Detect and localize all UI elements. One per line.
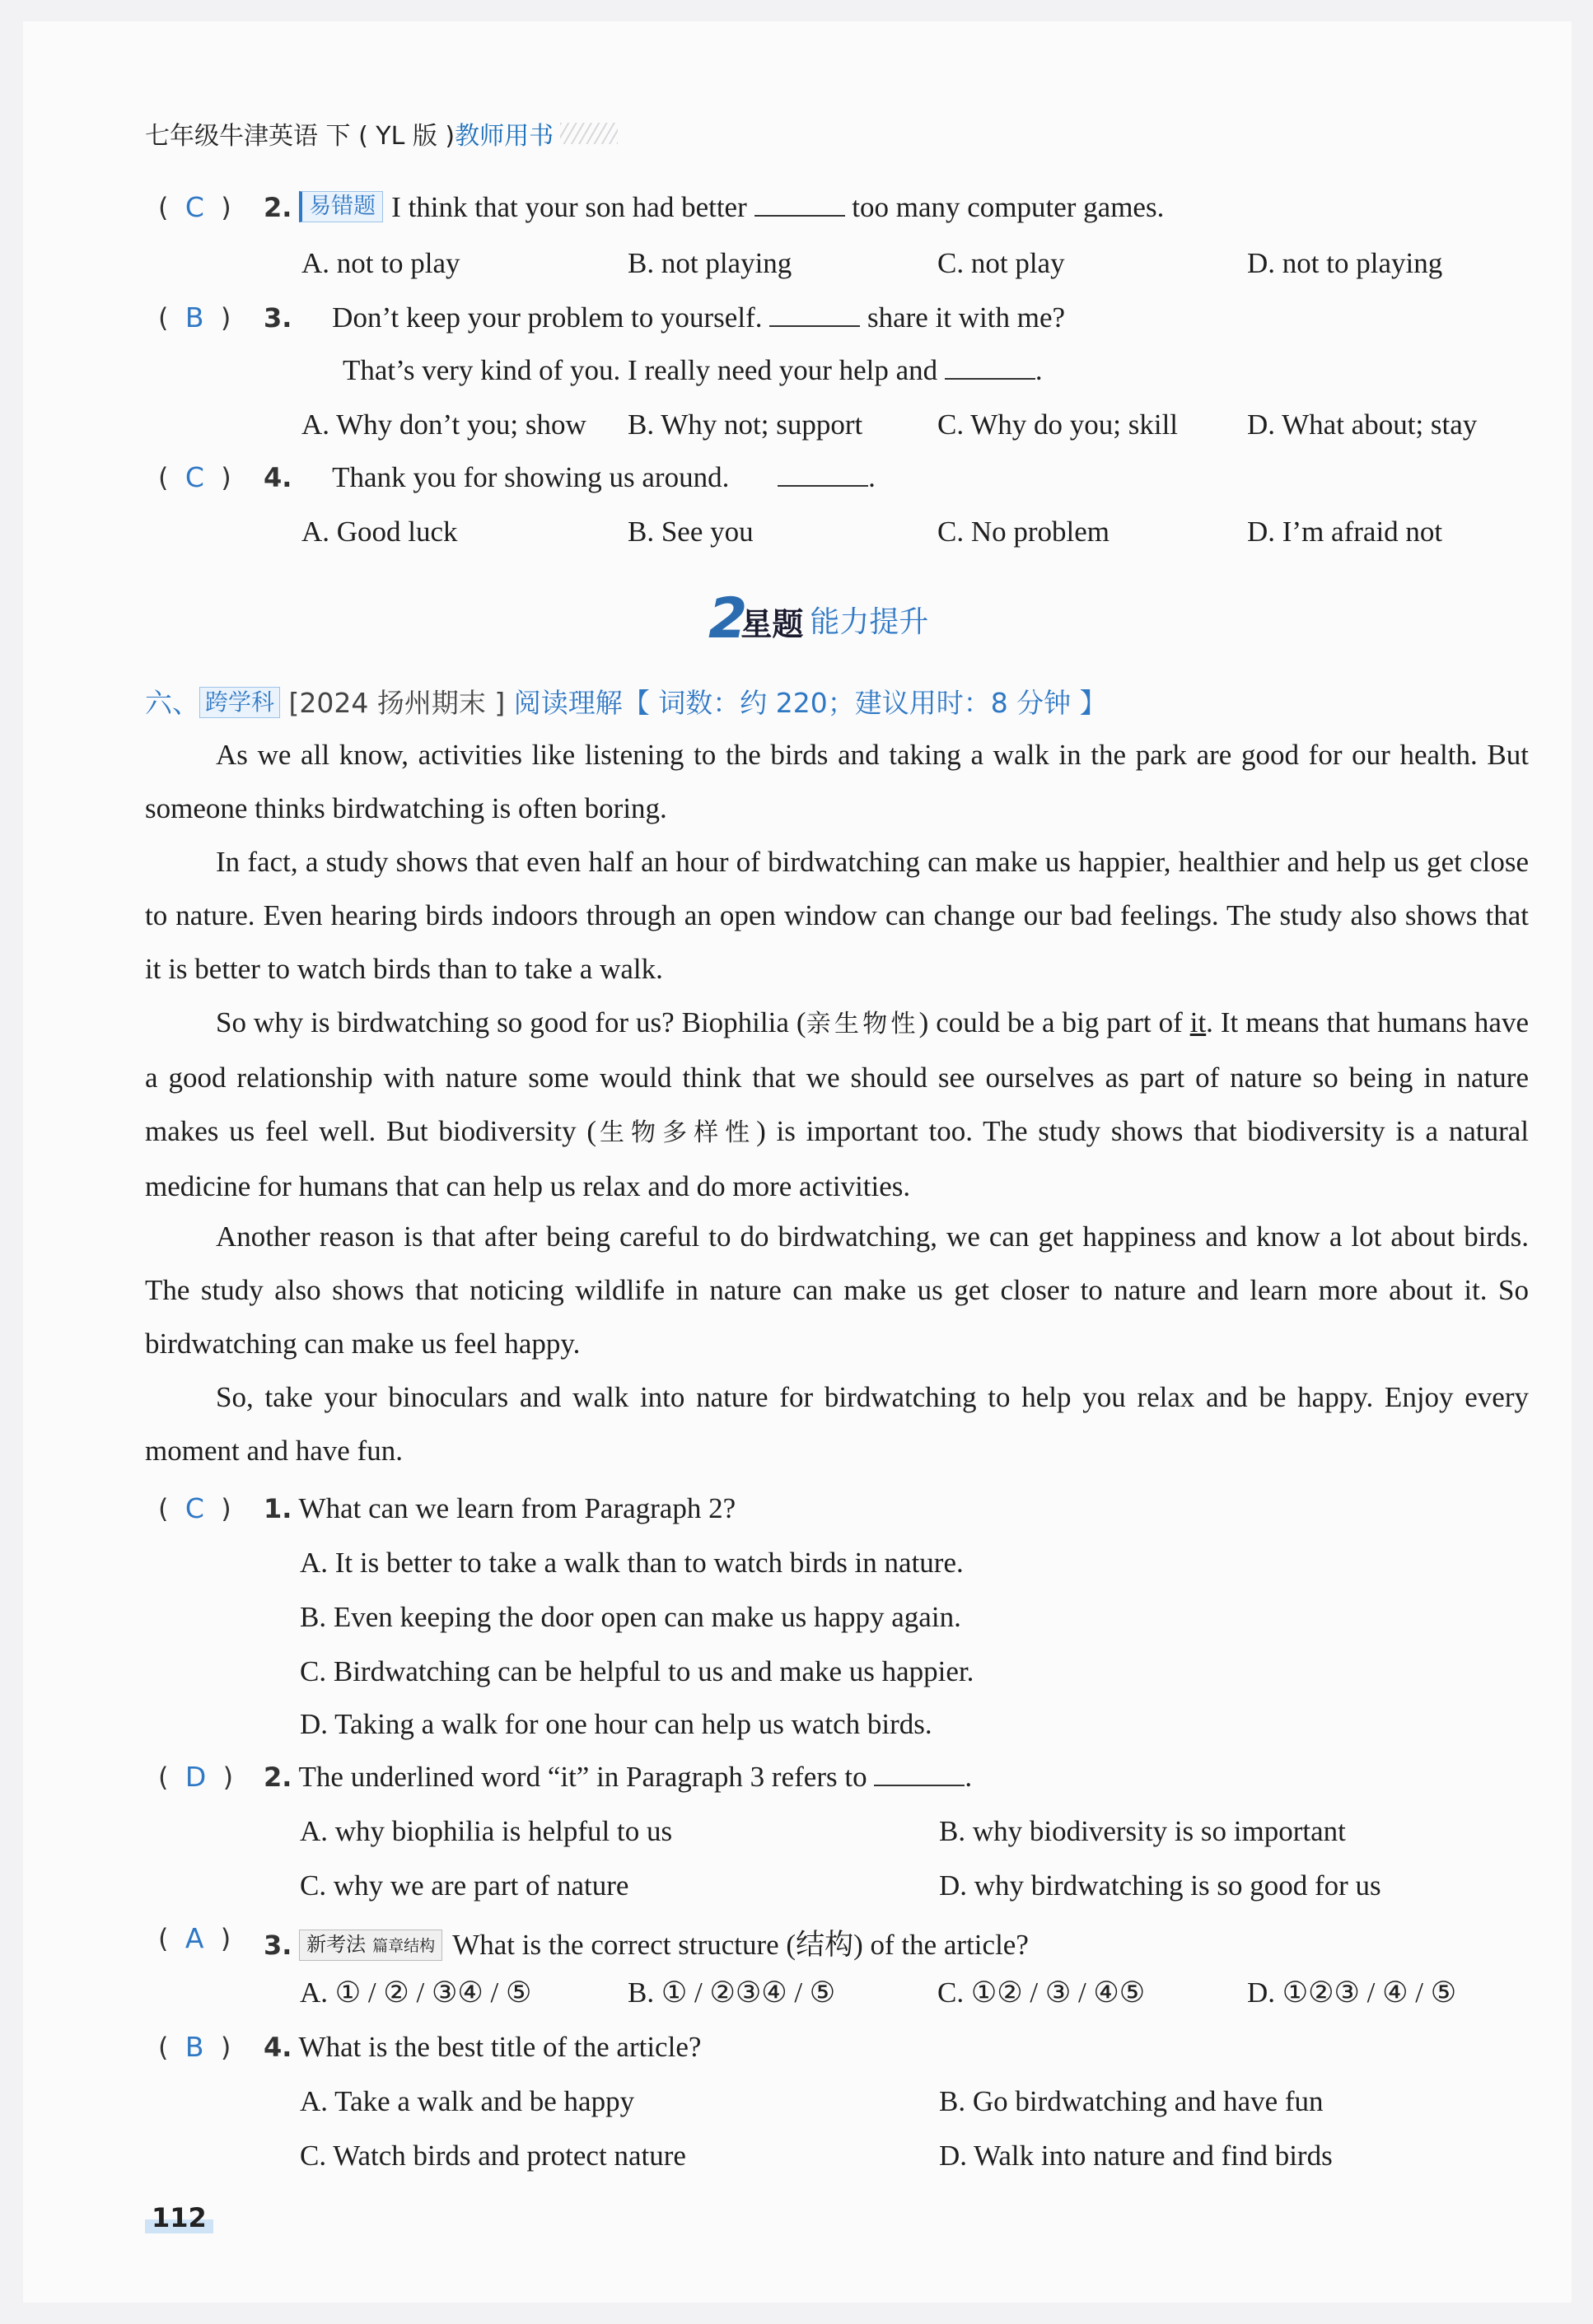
option: A. It is better to take a walk than to watch birds in nature. xyxy=(300,1547,964,1579)
option: D. What about; stay xyxy=(1247,408,1478,441)
paragraph-5: So, take your binoculars and walk into nature for birdwatching to help you relax and be happy. Enjoy every moment and have fun. xyxy=(145,1381,1529,1467)
option: A. not to play xyxy=(301,247,460,279)
header-decoration xyxy=(560,123,618,144)
option: D. ①②③ / ④ / ⑤ xyxy=(1247,1976,1457,2009)
option: D. not to playing xyxy=(1247,247,1443,279)
new-test-method-tag: 新考法 篇章结构 xyxy=(299,1930,442,1961)
option: A. ① / ② / ③④ / ⑤ xyxy=(300,1976,532,2009)
teacher-label: 教师用书 xyxy=(455,122,554,151)
answer-blank xyxy=(778,462,868,487)
question-4: 4. Thank you for showing us around. . xyxy=(264,461,876,493)
paragraph-4: Another reason is that after being careful to do birdwatching, we can get happiness and know a lot about birds. The study also shows that noticing wildlife in nature can make us get closer to nature and learn more about it. So birdwatching can make us feel happy. xyxy=(145,1220,1529,1360)
option: A. Why don’t you; show xyxy=(301,408,586,441)
reading-question-3: 3. 新考法 篇章结构 What is the correct structure (结构) of the article? xyxy=(264,1929,1029,1961)
cross-subject-tag: 跨学科 xyxy=(199,687,280,718)
answer-paren: ( B ) xyxy=(158,2031,231,2063)
book-title: 七年级牛津英语 下 ( YL 版 ) xyxy=(145,122,455,151)
option: B. ① / ②③④ / ⑤ xyxy=(628,1976,836,2009)
option: D. Taking a walk for one hour can help us watch birds. xyxy=(300,1708,932,1740)
option: B. See you xyxy=(628,516,754,548)
reading-header: 六、 跨学科 [2024 扬州期末 ] 阅读理解【 词数：约 220；建议用时：8 分钟 】 xyxy=(145,687,1107,719)
option: B. not playing xyxy=(628,247,792,279)
question-2: 2. 易错题 I think that your son had better too many computer games. xyxy=(264,191,1165,223)
option: C. ①② / ③ / ④⑤ xyxy=(937,1976,1146,2009)
answer-blank xyxy=(945,355,1035,380)
option: C. No problem xyxy=(937,516,1110,548)
paragraph-2: In fact, a study shows that even half an hour of birdwatching can make us happier, healthier and help us get close to nature. Even hearing birds indoors through an open window can change our bad feelings. The study also shows that it is better to watch birds than to take a walk. xyxy=(145,846,1529,985)
paragraph-3: So why is birdwatching so good for us? Biophilia (亲生物性) could be a big part of it. It means that humans have a good relationship with nature some would think that we should see ourselves as part of nature so being in nature makes us feel well. But biodiversity (生物多样性) is important too. The study shows that biodiversity is a natural medicine for humans that can help us relax and do more activities. xyxy=(145,1006,1530,1202)
option: B. Go birdwatching and have fun xyxy=(939,2085,1324,2117)
reading-question-2: 2. The underlined word “it” in Paragraph 3 refers to . xyxy=(264,1761,973,1793)
answer-blank xyxy=(754,192,845,217)
page-number: 112 xyxy=(145,2202,213,2233)
option: C. why we are part of nature xyxy=(300,1869,629,1902)
option: C. Birdwatching can be helpful to us and make us happier. xyxy=(300,1655,974,1687)
option: C. not play xyxy=(937,247,1065,279)
option: D. I’m afraid not xyxy=(1247,516,1443,548)
answer-blank xyxy=(769,302,860,327)
answer-paren: ( B ) xyxy=(158,301,231,334)
answer-paren: ( C ) xyxy=(158,461,231,493)
option: A. why biophilia is helpful to us xyxy=(300,1815,673,1847)
option: C. Watch birds and protect nature xyxy=(300,2140,686,2172)
option: B. Even keeping the door open can make us happy again. xyxy=(300,1601,961,1633)
answer-paren: ( C ) xyxy=(158,191,231,223)
option: D. Walk into nature and find birds xyxy=(939,2140,1333,2172)
answer-paren: ( D ) xyxy=(158,1761,234,1793)
answer-blank xyxy=(874,1762,965,1786)
paragraph-1: As we all know, activities like listening to the birds and taking a walk in the park are good for our health. But someone thinks birdwatching is often boring. xyxy=(145,739,1529,824)
error-prone-tag: 易错题 xyxy=(299,191,383,222)
reading-question-4: 4. What is the best title of the article? xyxy=(264,2031,702,2063)
answer-paren: ( C ) xyxy=(158,1492,231,1524)
option: A. Take a walk and be happy xyxy=(300,2085,635,2117)
option: A. Good luck xyxy=(301,516,458,548)
question-3-line2: That’s very kind of you. I really need your help and . xyxy=(343,354,1043,386)
section-title: 2 星题 能力提升 xyxy=(708,586,929,651)
answer-paren: ( A ) xyxy=(158,1922,231,1954)
option: B. Why not; support xyxy=(628,408,863,441)
underlined-word: it xyxy=(1189,1006,1207,1038)
option: C. Why do you; skill xyxy=(937,408,1179,441)
star-level-logo: 2 星题 xyxy=(708,586,804,651)
page-header xyxy=(145,115,618,152)
reading-question-1: 1. What can we learn from Paragraph 2? xyxy=(264,1492,736,1524)
option: B. why biodiversity is so important xyxy=(939,1815,1346,1847)
option: D. why birdwatching is so good for us xyxy=(939,1869,1381,1902)
question-3: 3. Don’t keep your problem to yourself. share it with me? xyxy=(264,301,1066,334)
